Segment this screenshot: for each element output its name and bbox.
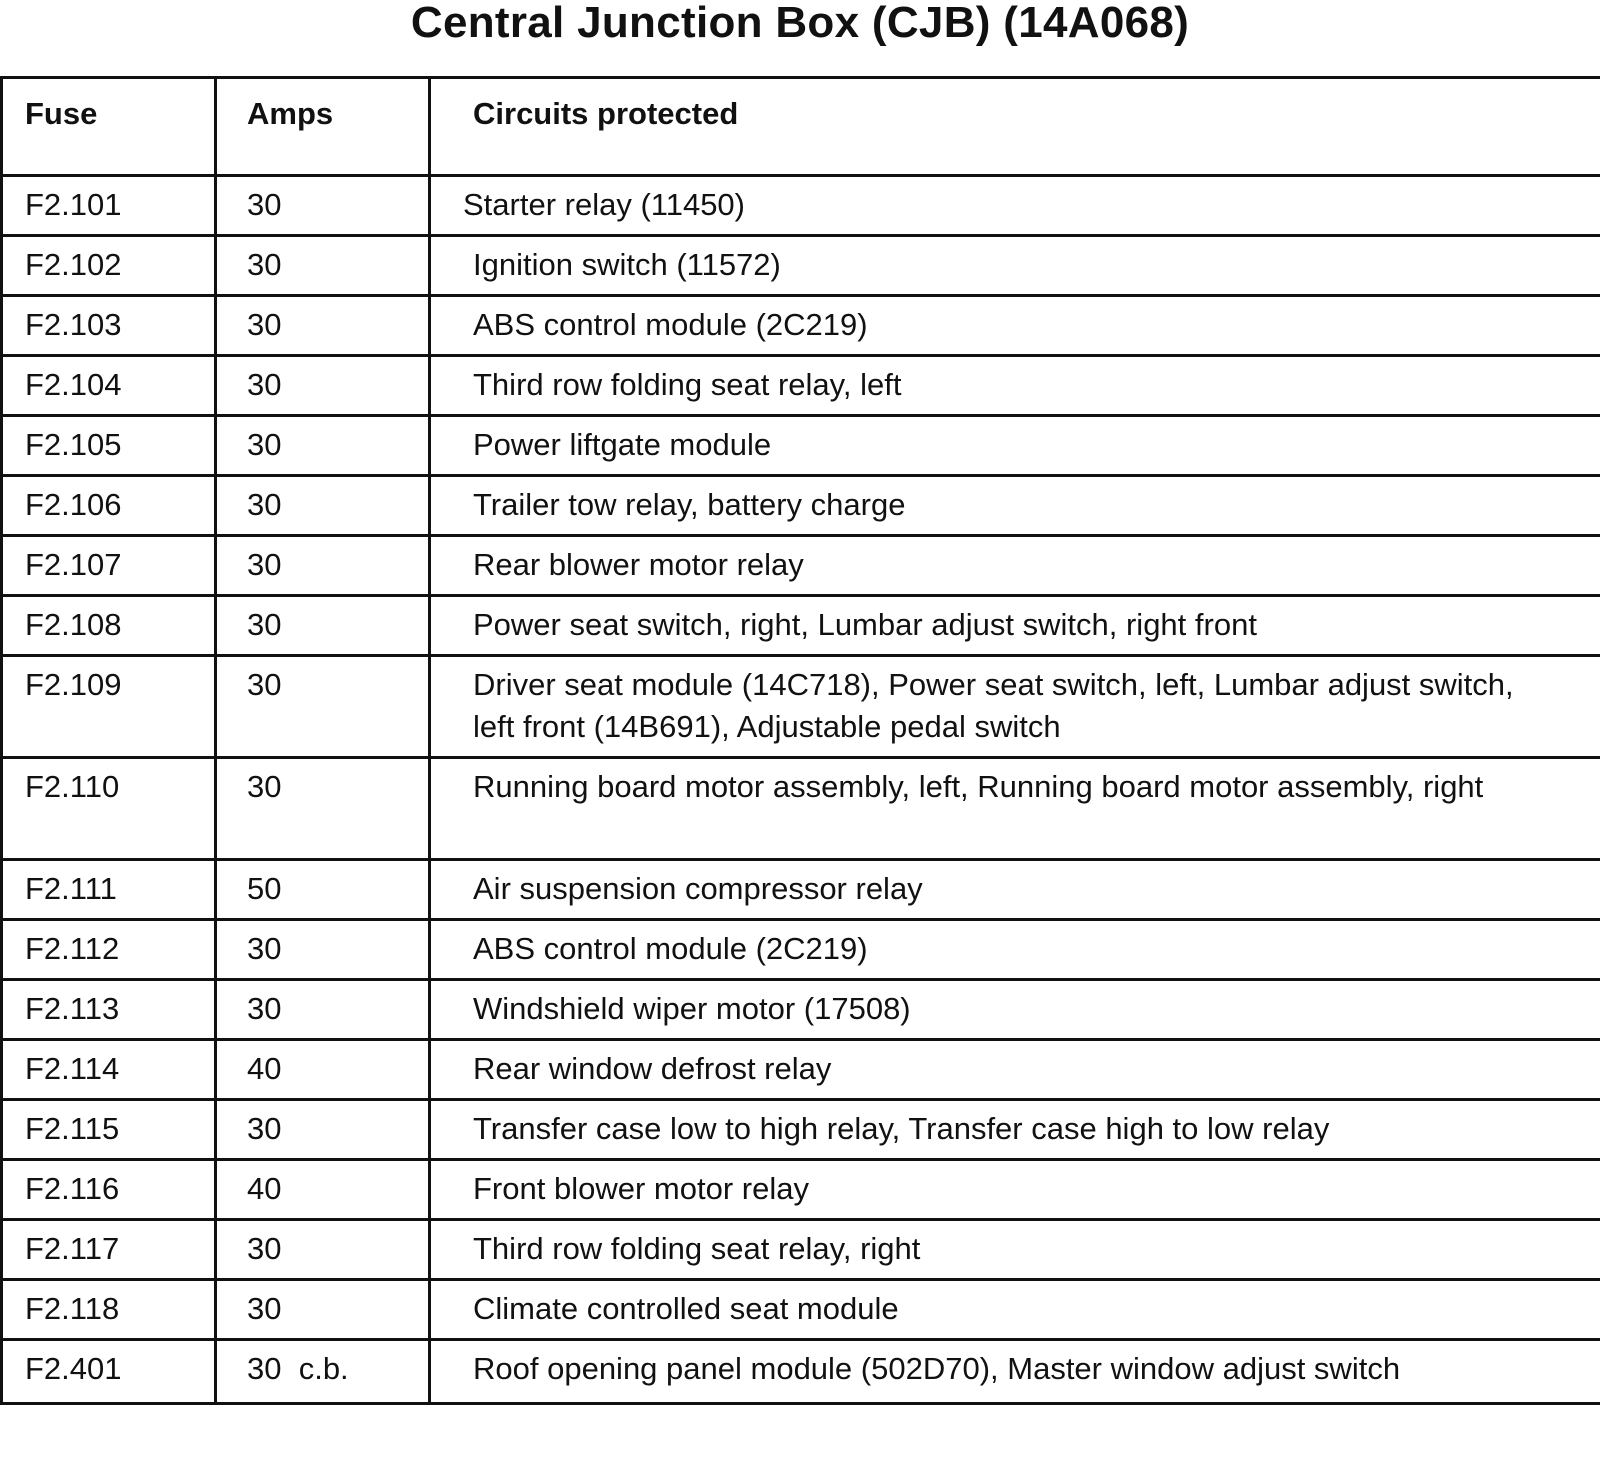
amps-cell: 30 — [216, 236, 430, 296]
fuse-cell: F2.117 — [2, 1220, 216, 1280]
amps-cell: 30 — [216, 1220, 430, 1280]
page-title: Central Junction Box (CJB) (14A068) — [410, 0, 1190, 47]
circuits-cell: Windshield wiper motor (17508) — [430, 980, 1600, 1040]
table-row — [2, 860, 1600, 920]
circuits-cell: Running board motor assembly, left, Running board motor assembly, right — [430, 758, 1600, 860]
fuse-cell: F2.108 — [2, 596, 216, 656]
fuse-cell: F2.114 — [2, 1040, 216, 1100]
table-row — [2, 296, 1600, 356]
circuits-cell: Transfer case low to high relay, Transfer case high to low relay — [430, 1100, 1600, 1160]
circuits-cell: Power seat switch, right, Lumbar adjust switch, right front — [430, 596, 1600, 656]
table-row — [2, 476, 1600, 536]
fuse-cell: F2.106 — [2, 476, 216, 536]
table-row — [2, 356, 1600, 416]
fuse-cell: F2.110 — [2, 758, 216, 860]
table-row — [2, 236, 1600, 296]
table-row — [2, 980, 1600, 1040]
fuse-cell: F2.103 — [2, 296, 216, 356]
amps-cell: 30 — [216, 296, 430, 356]
table-header-row — [2, 78, 1600, 176]
amps-cell: 40 — [216, 1160, 430, 1220]
fuse-table — [0, 76, 1600, 1405]
fuse-cell: F2.112 — [2, 920, 216, 980]
fuse-cell: F2.115 — [2, 1100, 216, 1160]
table-row — [2, 536, 1600, 596]
amps-cell: 30 — [216, 596, 430, 656]
fuse-cell: F2.109 — [2, 656, 216, 758]
table-row — [2, 1340, 1600, 1404]
amps-cell: 30 — [216, 356, 430, 416]
table-row — [2, 596, 1600, 656]
fuse-cell: F2.105 — [2, 416, 216, 476]
fuse-cell: F2.101 — [2, 176, 216, 236]
table-row — [2, 1160, 1600, 1220]
amps-cell: 30 — [216, 416, 430, 476]
circuits-cell: ABS control module (2C219) — [430, 296, 1600, 356]
circuits-cell: Roof opening panel module (502D70), Master window adjust switch — [430, 1340, 1600, 1404]
circuits-cell: Power liftgate module — [430, 416, 1600, 476]
amps-cell: 30 — [216, 1100, 430, 1160]
amps-cell: 30 — [216, 536, 430, 596]
circuits-cell: Front blower motor relay — [430, 1160, 1600, 1220]
table-row — [2, 176, 1600, 236]
fuse-cell: F2.116 — [2, 1160, 216, 1220]
circuits-cell: Third row folding seat relay, right — [430, 1220, 1600, 1280]
table-row — [2, 1040, 1600, 1100]
column-header-fuse: Fuse — [2, 78, 216, 176]
amps-cell: 30 — [216, 656, 430, 758]
amps-cell: 40 — [216, 1040, 430, 1100]
column-header-circuits: Circuits protected — [430, 78, 1600, 176]
fuse-cell: F2.113 — [2, 980, 216, 1040]
fuse-cell: F2.104 — [2, 356, 216, 416]
fuse-cell: F2.107 — [2, 536, 216, 596]
circuits-cell: Air suspension compressor relay — [430, 860, 1600, 920]
table-row — [2, 1220, 1600, 1280]
circuits-cell: Starter relay (11450) — [430, 176, 1600, 236]
fuse-cell: F2.118 — [2, 1280, 216, 1340]
circuits-cell: ABS control module (2C219) — [430, 920, 1600, 980]
table-row — [2, 1100, 1600, 1160]
circuits-cell: Ignition switch (11572) — [430, 236, 1600, 296]
circuits-cell: Climate controlled seat module — [430, 1280, 1600, 1340]
table-row — [2, 920, 1600, 980]
fuse-cell: F2.111 — [2, 860, 216, 920]
circuits-cell: Third row folding seat relay, left — [430, 356, 1600, 416]
fuse-cell: F2.102 — [2, 236, 216, 296]
amps-cell: 30 — [216, 1280, 430, 1340]
table-row — [2, 656, 1600, 758]
amps-cell: 30 — [216, 176, 430, 236]
circuits-cell: Driver seat module (14C718), Power seat switch, left, Lumbar adjust switch, left front (14B691), Adjustable pedal switch — [430, 656, 1600, 758]
amps-cell: 30 — [216, 758, 430, 860]
circuits-cell: Rear blower motor relay — [430, 536, 1600, 596]
table-row — [2, 416, 1600, 476]
table-row — [2, 1280, 1600, 1340]
column-header-amps: Amps — [216, 78, 430, 176]
circuits-cell: Trailer tow relay, battery charge — [430, 476, 1600, 536]
amps-cell: 30 — [216, 920, 430, 980]
amps-cell: 30 c.b. — [216, 1340, 430, 1404]
amps-cell: 30 — [216, 476, 430, 536]
amps-cell: 50 — [216, 860, 430, 920]
amps-cell: 30 — [216, 980, 430, 1040]
fuse-cell: F2.401 — [2, 1340, 216, 1404]
circuits-cell: Rear window defrost relay — [430, 1040, 1600, 1100]
table-row — [2, 758, 1600, 860]
